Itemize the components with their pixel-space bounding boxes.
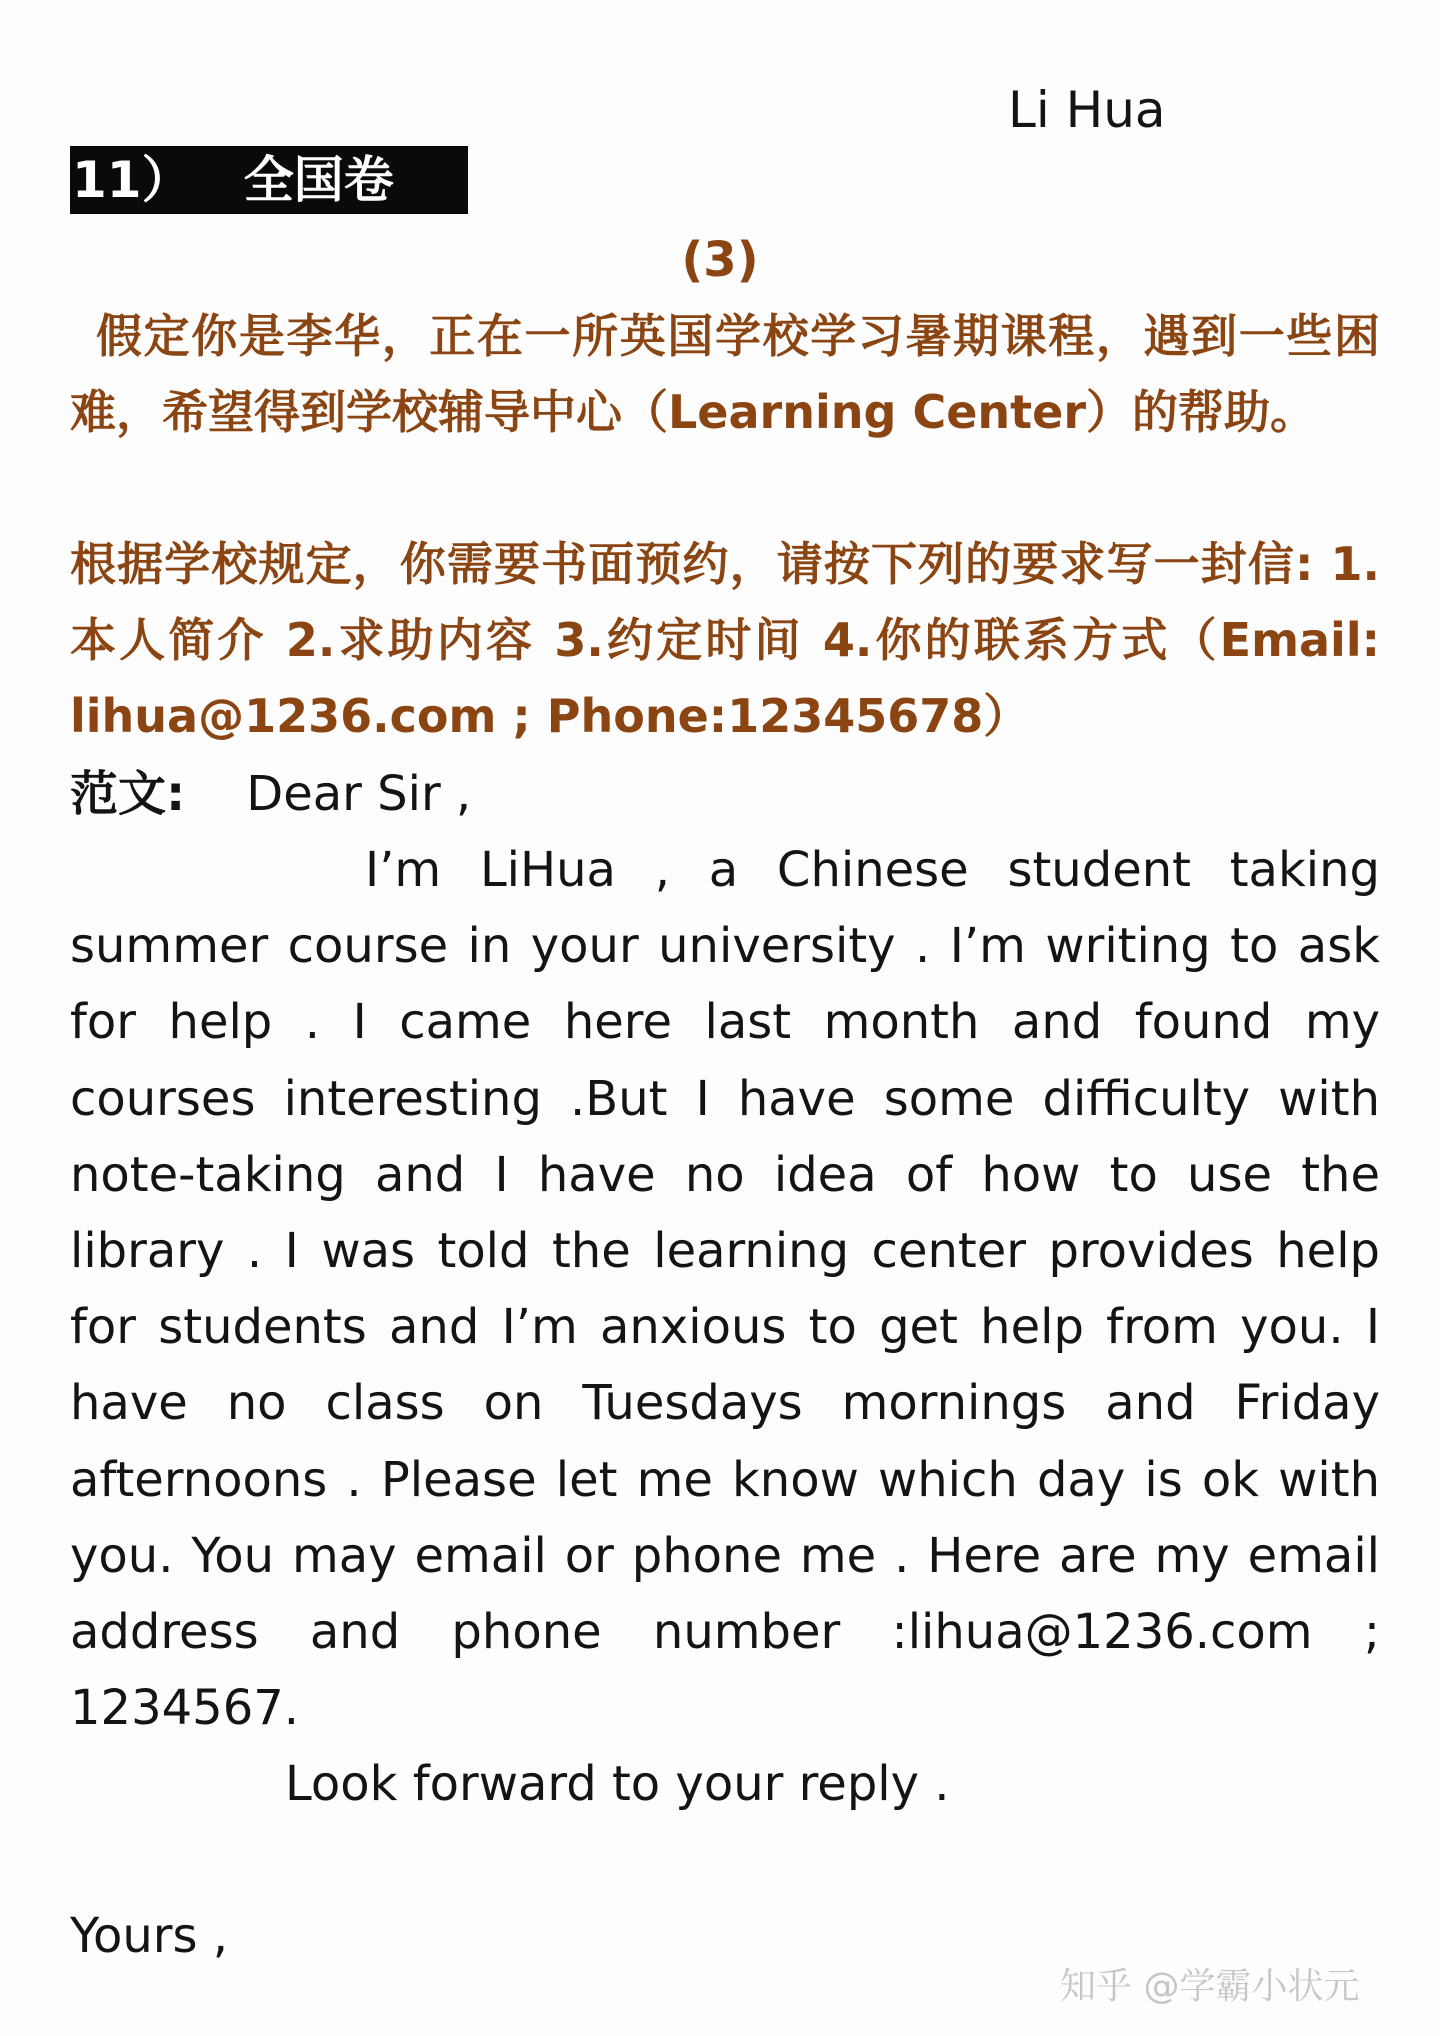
author-name: Li Hua (1008, 81, 1166, 139)
prompt-paragraph-1: 假定你是李华，正在一所英国学校学习暑期课程，遇到一些困难，希望得到学校辅导中心（Learning Center）的帮助。 (70, 309, 1380, 439)
watermark: 知乎 @学霸小状元 (1060, 1966, 1360, 2007)
essay-body: I’m LiHua , a Chinese student taking summer course in your university . I’m writing to ask for help . I came here last month and found my courses interesting .But I have some difficulty with note-taking and I have no idea of how to use the library . I was told the learning center provides help for students and I’m anxious to get help from you. I have no class on Tuesdays mornings and Friday afternoons . Please let me know which day is ok with you. You may email or phone me . Here are my email address and phone number :lihua@1236.com ; 1234567. (70, 842, 1380, 1737)
section-label: 11） 全国卷 (70, 146, 468, 214)
essay-label: 范文: (70, 766, 186, 822)
essay-closing: Look forward to your reply . (285, 1756, 950, 1812)
essay-sign-off: Yours , (70, 1908, 228, 1964)
essay-salutation: Dear Sir , (246, 766, 472, 822)
essay-heading (70, 756, 471, 832)
prompt-paragraph-2: 根据学校规定，你需要书面预约，请按下列的要求写一封信: 1.本人简介 2.求助内容 3.约定时间 4.你的联系方式（Email: lihua@1236.com ; Phone:12345678） (70, 537, 1380, 743)
task-number: (3) (681, 232, 759, 288)
